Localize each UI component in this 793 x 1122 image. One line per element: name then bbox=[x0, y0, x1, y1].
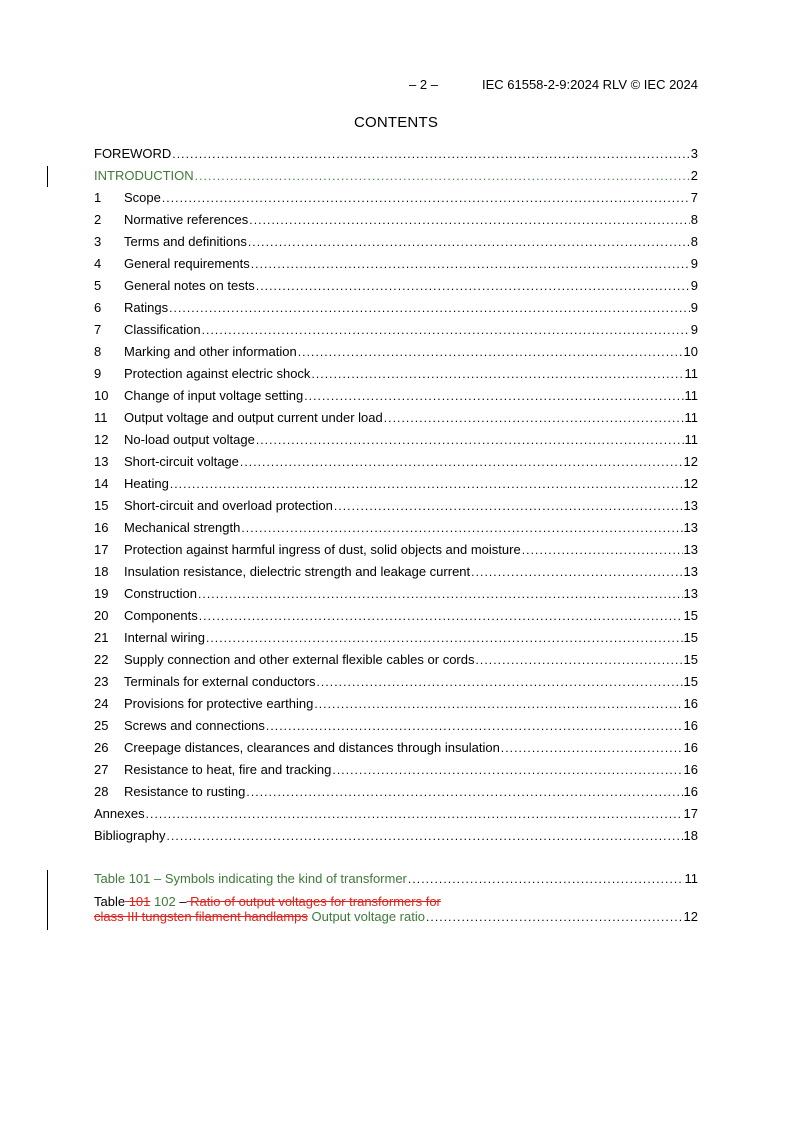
toc-entry-clause-14[interactable] bbox=[94, 473, 698, 495]
toc-leader bbox=[304, 385, 683, 407]
page-header bbox=[94, 77, 698, 93]
toc-leader bbox=[471, 561, 682, 583]
toc-entry-label: Terms and definitions bbox=[124, 234, 247, 249]
toc-entry-page: 3 bbox=[690, 146, 698, 161]
toc-clause-number: 16 bbox=[94, 520, 109, 535]
toc-leader bbox=[198, 583, 683, 605]
toc-entry-clause-18[interactable] bbox=[94, 561, 698, 583]
toc-entry-label: Components bbox=[124, 608, 198, 623]
toc-entry-label: Short-circuit and overload protection bbox=[124, 498, 333, 513]
toc-entry-page: 13 bbox=[683, 564, 698, 579]
toc-clause-number: 4 bbox=[94, 256, 102, 271]
toc-entry-label: Construction bbox=[124, 586, 197, 601]
toc-entry-label: Screws and connections bbox=[124, 718, 265, 733]
toc-clause-number: 12 bbox=[94, 432, 109, 447]
toc-entry-page: 16 bbox=[683, 740, 698, 755]
toc-entry-clause-10[interactable] bbox=[94, 385, 698, 407]
toc-entry-label: Annexes bbox=[94, 806, 145, 821]
toc-entry-page: 12 bbox=[683, 454, 698, 469]
toc-entry-bibliography[interactable] bbox=[94, 825, 698, 847]
toc-leader bbox=[522, 539, 683, 561]
toc-leader bbox=[195, 165, 690, 187]
toc-entry-clause-2[interactable] bbox=[94, 209, 698, 231]
toc-entry-clause-6[interactable] bbox=[94, 297, 698, 319]
toc-list bbox=[94, 143, 698, 847]
toc-entry-foreword[interactable] bbox=[94, 143, 698, 165]
toc-entry-page: 12 bbox=[683, 476, 698, 491]
toc-entry-page: 16 bbox=[683, 762, 698, 777]
page-title: CONTENTS bbox=[353, 114, 439, 131]
toc-entry-clause-25[interactable] bbox=[94, 715, 698, 737]
toc-entry-label: Ratings bbox=[124, 300, 169, 315]
toc-entry-page: 18 bbox=[683, 828, 698, 843]
toc-entry-page: 8 bbox=[690, 212, 698, 227]
toc-clause-number: 5 bbox=[94, 278, 102, 293]
toc-leader bbox=[199, 605, 683, 627]
toc-clause-number: 9 bbox=[94, 366, 102, 381]
toc-entry-label: Mechanical strength bbox=[124, 520, 241, 535]
toc-entry-clause-24[interactable] bbox=[94, 693, 698, 715]
toc-entry-label: Marking and other information bbox=[124, 344, 297, 359]
toc-entry-label: Heating bbox=[124, 476, 169, 491]
toc-entry-clause-21[interactable] bbox=[94, 627, 698, 649]
toc-clause-number: 11 bbox=[94, 410, 108, 425]
toc-entry-page: 8 bbox=[690, 234, 698, 249]
toc-entry-page: 16 bbox=[683, 718, 698, 733]
deleted-title-line1: Ratio of output voltages for transformers for bbox=[186, 894, 441, 909]
toc-clause-number: 28 bbox=[94, 784, 109, 799]
toc-entry-clause-11[interactable] bbox=[94, 407, 698, 429]
toc-clause-number: 8 bbox=[94, 344, 102, 359]
toc-clause-list bbox=[94, 187, 698, 803]
toc-entry-clause-16[interactable] bbox=[94, 517, 698, 539]
toc-leader bbox=[334, 495, 683, 517]
toc-clause-number: 17 bbox=[94, 542, 109, 557]
toc-entry-page: 15 bbox=[683, 652, 698, 667]
table-entry-line1 bbox=[94, 894, 698, 909]
toc-leader bbox=[167, 825, 683, 847]
toc-entry-page: 13 bbox=[683, 586, 698, 601]
toc-entry-clause-9[interactable] bbox=[94, 363, 698, 385]
toc-entry-page: 16 bbox=[683, 696, 698, 711]
toc-leader bbox=[169, 297, 690, 319]
toc-leader bbox=[251, 253, 690, 275]
toc-clause-number: 26 bbox=[94, 740, 109, 755]
toc-clause-number: 19 bbox=[94, 586, 109, 601]
toc-entry-page: 11 bbox=[684, 432, 698, 447]
toc-clause-number: 27 bbox=[94, 762, 109, 777]
toc-leader bbox=[384, 407, 684, 429]
toc-leader bbox=[146, 803, 683, 825]
toc-entry-page: 9 bbox=[690, 322, 698, 337]
toc-entry-clause-28[interactable] bbox=[94, 781, 698, 803]
deleted-title-line2: class III tungsten filament handlamps bbox=[94, 909, 308, 924]
toc-entry-label: Output voltage and output current under load bbox=[124, 410, 383, 425]
toc-entry-label: General notes on tests bbox=[124, 278, 255, 293]
toc-entry-clause-20[interactable] bbox=[94, 605, 698, 627]
toc-entry-clause-13[interactable] bbox=[94, 451, 698, 473]
toc-entry-clause-26[interactable] bbox=[94, 737, 698, 759]
toc-entry-page: 17 bbox=[683, 806, 698, 821]
toc-entry-label: General requirements bbox=[124, 256, 250, 271]
toc-entry-page: 11 bbox=[684, 366, 698, 381]
toc-leader bbox=[206, 627, 683, 649]
toc-entry-clause-8[interactable] bbox=[94, 341, 698, 363]
toc-entry-introduction[interactable] bbox=[94, 165, 698, 187]
table-entry-label: Table 101 – Symbols indicating the kind of transformer bbox=[94, 871, 407, 886]
toc-entry-label: Resistance to rusting bbox=[124, 784, 246, 799]
toc-leader bbox=[246, 781, 682, 803]
table-entry-line2 bbox=[94, 909, 698, 925]
toc-clause-number: 22 bbox=[94, 652, 109, 667]
toc-entry-clause-12[interactable] bbox=[94, 429, 698, 451]
toc-clause-number: 13 bbox=[94, 454, 109, 469]
toc-entry-label: Creepage distances, clearances and distances through insulation bbox=[124, 740, 500, 755]
toc-entry-page: 15 bbox=[683, 674, 698, 689]
toc-entry-label: Terminals for external conductors bbox=[124, 674, 316, 689]
toc-leader bbox=[241, 517, 682, 539]
table-entry-101[interactable] bbox=[94, 868, 698, 890]
change-bar-introduction bbox=[47, 166, 48, 187]
toc-clause-number: 23 bbox=[94, 674, 109, 689]
toc-leader bbox=[311, 363, 683, 385]
toc-entry-label: Short-circuit voltage bbox=[124, 454, 239, 469]
toc-entry-page: 7 bbox=[690, 190, 698, 205]
toc-entry-clause-15[interactable] bbox=[94, 495, 698, 517]
toc-leader bbox=[240, 451, 683, 473]
toc-clause-number: 10 bbox=[94, 388, 109, 403]
toc-entry-label: Bibliography bbox=[94, 828, 166, 843]
page-number: – 2 – bbox=[409, 77, 438, 92]
toc-leader bbox=[314, 693, 682, 715]
toc-clause-number: 18 bbox=[94, 564, 109, 579]
toc-leader bbox=[298, 341, 683, 363]
inserted-table-number: 102 bbox=[150, 894, 176, 909]
toc-clause-number: 3 bbox=[94, 234, 102, 249]
table-entry-page: 11 bbox=[684, 871, 698, 886]
toc-entry-page: 13 bbox=[683, 542, 698, 557]
toc-entry-clause-4[interactable] bbox=[94, 253, 698, 275]
toc-entry-label: Insulation resistance, dielectric strength and leakage current bbox=[124, 564, 471, 579]
table-dash: – bbox=[175, 894, 187, 909]
document-id: IEC 61558-2-9:2024 RLV © IEC 2024 bbox=[481, 77, 698, 92]
toc-entry-clause-27[interactable] bbox=[94, 759, 698, 781]
toc-leader bbox=[426, 910, 683, 925]
table-entry-102[interactable] bbox=[94, 894, 698, 925]
toc-leader bbox=[202, 319, 690, 341]
toc-entry-clause-3[interactable] bbox=[94, 231, 698, 253]
toc-entry-label: Change of input voltage setting bbox=[124, 388, 304, 403]
toc-leader bbox=[248, 231, 690, 253]
table-entry-page: 12 bbox=[683, 909, 698, 924]
toc-entry-label: Scope bbox=[124, 190, 161, 205]
toc-entry-clause-19[interactable] bbox=[94, 583, 698, 605]
table-prefix: Table bbox=[94, 894, 126, 909]
toc-entry-page: 9 bbox=[690, 278, 698, 293]
toc-entry-label: INTRODUCTION bbox=[94, 168, 194, 183]
toc-entry-page: 11 bbox=[684, 410, 698, 425]
toc-entry-clause-23[interactable] bbox=[94, 671, 698, 693]
toc-entry-page: 16 bbox=[683, 784, 698, 799]
toc-entry-label: No-load output voltage bbox=[124, 432, 255, 447]
toc-leader bbox=[332, 759, 682, 781]
toc-leader bbox=[256, 275, 690, 297]
toc-entry-label: Normative references bbox=[124, 212, 249, 227]
deleted-table-number: 101 bbox=[125, 894, 151, 909]
toc-entry-label: Supply connection and other external flexible cables or cords bbox=[124, 652, 475, 667]
toc-clause-number: 7 bbox=[94, 322, 102, 337]
toc-entry-page: 2 bbox=[690, 168, 698, 183]
toc-clause-number: 1 bbox=[94, 190, 102, 205]
toc-entry-clause-7[interactable] bbox=[94, 319, 698, 341]
toc-leader bbox=[162, 187, 690, 209]
toc-entry-page: 9 bbox=[690, 300, 698, 315]
toc-leader bbox=[170, 473, 683, 495]
toc-leader bbox=[249, 209, 689, 231]
inserted-title: Output voltage ratio bbox=[307, 909, 425, 924]
toc-entry-page: 9 bbox=[690, 256, 698, 271]
toc-entry-page: 10 bbox=[683, 344, 698, 359]
toc-entry-page: 13 bbox=[683, 520, 698, 535]
toc-entry-label: Internal wiring bbox=[124, 630, 205, 645]
list-of-tables bbox=[94, 868, 698, 925]
toc-clause-number: 15 bbox=[94, 498, 109, 513]
toc-leader bbox=[408, 868, 684, 890]
toc-leader bbox=[256, 429, 684, 451]
toc-entry-page: 11 bbox=[684, 388, 698, 403]
toc-entry-label: FOREWORD bbox=[94, 146, 172, 161]
toc-entry-label: Classification bbox=[124, 322, 201, 337]
toc-entry-clause-22[interactable] bbox=[94, 649, 698, 671]
toc-entry-label: Provisions for protective earthing bbox=[124, 696, 314, 711]
toc-entry-annexes[interactable] bbox=[94, 803, 698, 825]
toc-entry-page: 15 bbox=[683, 608, 698, 623]
toc-entry-clause-1[interactable] bbox=[94, 187, 698, 209]
toc-entry-label: Protection against electric shock bbox=[124, 366, 311, 381]
toc-clause-number: 24 bbox=[94, 696, 109, 711]
table-title-line2 bbox=[94, 909, 425, 924]
toc-clause-number: 6 bbox=[94, 300, 102, 315]
toc-clause-number: 21 bbox=[94, 630, 109, 645]
toc-leader bbox=[172, 143, 689, 165]
toc-entry-clause-17[interactable] bbox=[94, 539, 698, 561]
toc-leader bbox=[316, 671, 682, 693]
toc-entry-page: 13 bbox=[683, 498, 698, 513]
toc-leader bbox=[476, 649, 683, 671]
change-bar-tables bbox=[47, 870, 48, 930]
toc-clause-number: 25 bbox=[94, 718, 109, 733]
toc-entry-page: 15 bbox=[683, 630, 698, 645]
toc-entry-clause-5[interactable] bbox=[94, 275, 698, 297]
toc-entry-label: Protection against harmful ingress of dust, solid objects and moisture bbox=[124, 542, 521, 557]
toc-entry-label: Resistance to heat, fire and tracking bbox=[124, 762, 332, 777]
toc-clause-number: 14 bbox=[94, 476, 109, 491]
toc-leader bbox=[501, 737, 683, 759]
toc-clause-number: 2 bbox=[94, 212, 102, 227]
toc-leader bbox=[266, 715, 683, 737]
toc-clause-number: 20 bbox=[94, 608, 109, 623]
